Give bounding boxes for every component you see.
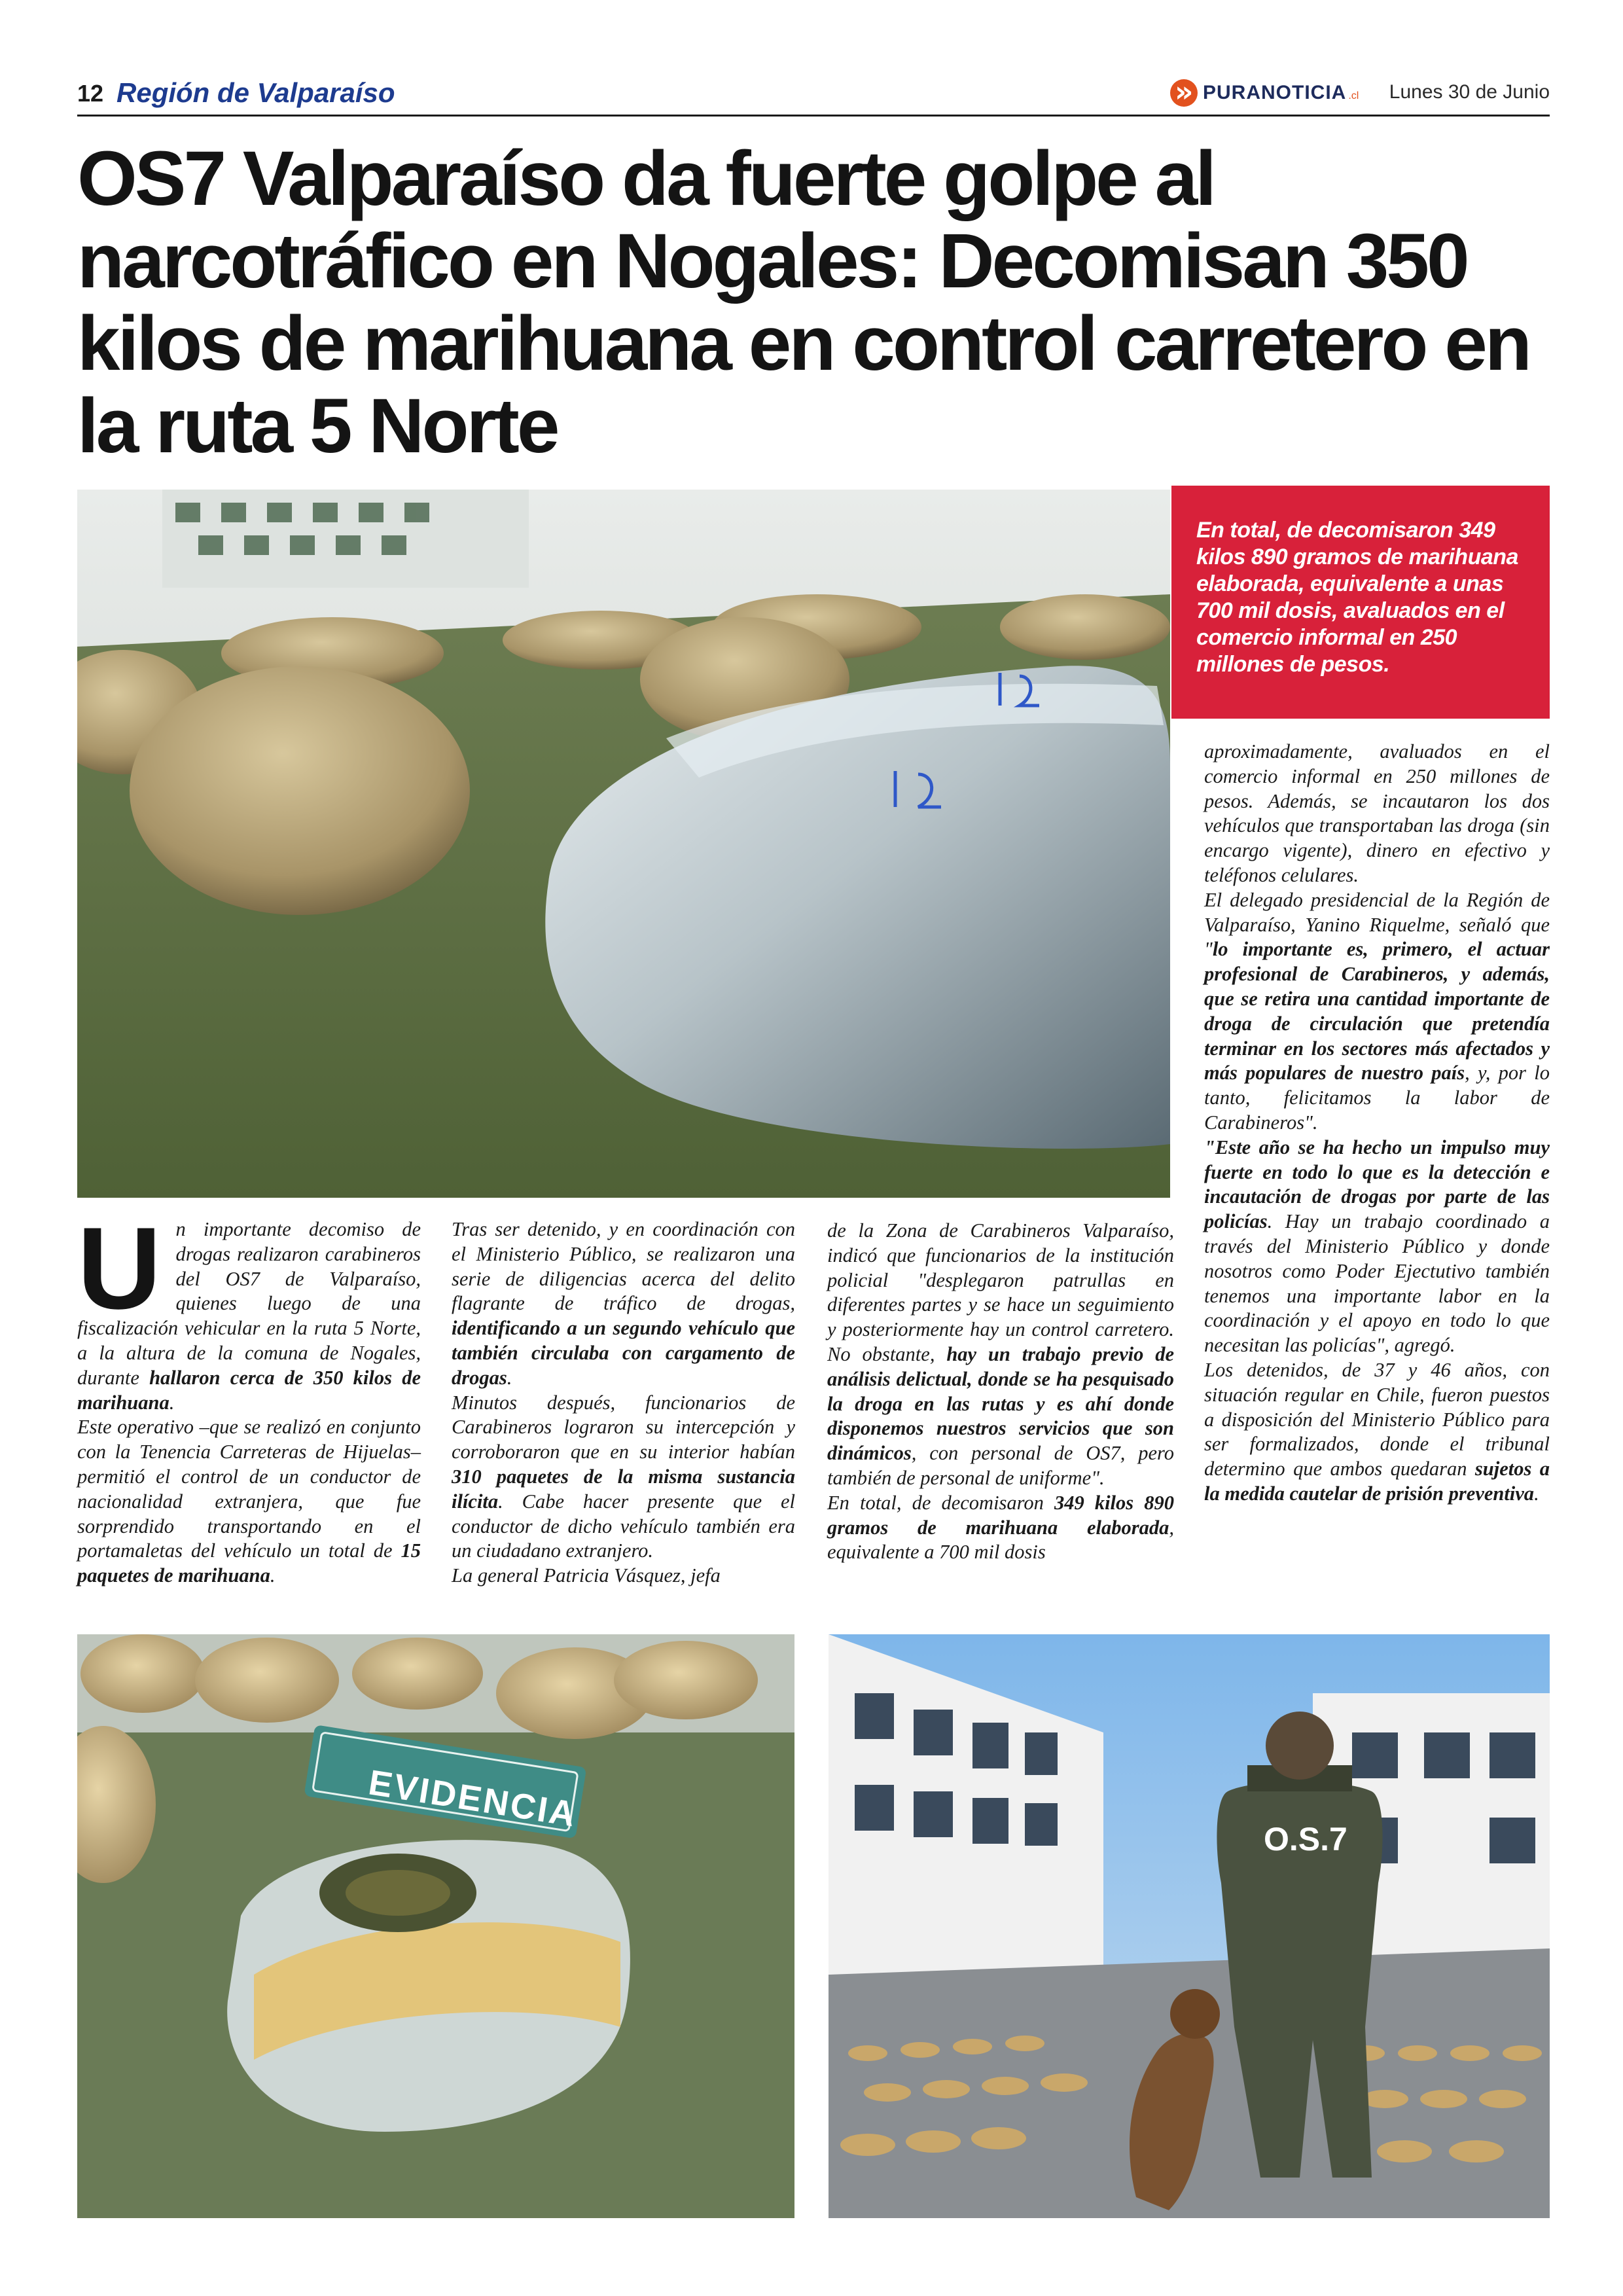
evidence-sign-label: EVIDENCIA [366,1763,580,1835]
section-title: Región de Valparaíso [116,77,395,108]
article-column-1 [77,1203,421,1588]
brand-arrows-icon [1170,79,1198,107]
bold-phrase: "Este año se ha hecho un impulso muy fuerte en todo lo que es la detección e incautación de drogas por parte de las policías [1204,1136,1550,1233]
article-text-col-1: n importante decomiso de drogas realizaron carabineros del OS7 de Valparaíso, quienes luego de una fiscalización vehicular en la ruta 5 Norte, a la altura de la comuna de Nogales, durante hallaron cerca de 350 kilos de marihuana. Este operativo –que se realizó en conjunto con la Tenencia Carreteras de Hijuelas– permitió el control de un conductor de nacionalidad extranjera, que fue sorprendido transportando en el portamaletas del vehículo un total de 15 paquetes de marihuana. [77,1218,421,1587]
officer-back-label: O.S.7 [1264,1821,1347,1857]
bold-phrase: hallaron cerca de 350 kilos de marihuana [77,1366,421,1414]
pull-quote-text: En total, de decomisaron 349 kilos 890 gramos de marihuana elaborada, equivalente a unas 700 mil dosis, avaluados en el comercio informal en 250 millones de pesos. [1196,518,1518,677]
bold-phrase: identificando a un segundo vehículo que también circulaba con cargamento de drogas [452,1317,795,1389]
bold-phrase: 349 kilos 890 gramos de marihuana elaborada [827,1491,1174,1539]
main-photo-drug-packages [77,490,1170,1198]
headline: OS7 Valparaíso da fuerte golpe al narcotráfico en Nogales: Decomisan 350 kilos de marihuana en control carretero en la ruta 5 Norte [77,135,1529,469]
evidence-package-photo [77,1634,794,2218]
drop-cap: U [77,1203,162,1333]
article-text-col-2: Tras ser detenido, y en coordinación con el Ministerio Público, se realizaron una serie de diligencias acerca del delito flagrante de tráfico de drogas, identificando a un segundo vehículo que también circulaba con cargamento de drogas. Minutos después, funcionarios de Carabineros lograron su intercepción y corroboraron que en su interior habían 310 paquetes de la misma sustancia ilícita. Cabe hacer presente que el conductor de dicho vehículo también era un ciudadano extranjero. La general Patricia Vásquez, jefa [452,1218,795,1587]
page-header [77,73,1550,117]
brand-suffix: .cl [1348,90,1359,101]
article-column-3 [827,1219,1174,1565]
bold-phrase: hay un trabajo previo de análisis delictual, donde se ha pesquisado la droga en las rutas y es ahí donde disponemos nuestros servicios que son dinámicos [827,1342,1174,1465]
bold-phrase: lo importante es, primero, el actuar profesional de Carabineros, y además, que se retira una cantidad importante de droga de circulación que pretendía terminar en los sectores más afectados y más populares de nuestro país [1204,938,1550,1085]
article-text-col-3: de la Zona de Carabineros Valparaíso, indicó que funcionarios de la institución policial "desplegaron patrullas en diferentes partes y se hace un seguimiento y posteriormente hay un control carretero. No obstante, hay un trabajo previo de análisis delictual, donde se ha pesquisado la droga en las rutas y es ahí donde disponemos nuestros servicios que son dinámicos, con personal de OS7, pero también de personal de uniforme". En total, de decomisaron 349 kilos 890 gramos de marihuana elaborada, equivalente a 700 mil dosis [827,1219,1174,1564]
os7-officer-dog-photo [829,1634,1550,2218]
bold-phrase: 15 paquetes de marihuana [77,1539,421,1587]
pull-quote-box [1171,486,1550,719]
brand-logo [1170,79,1359,107]
page-number: 12 [77,80,104,107]
article-column-2 [452,1217,795,1588]
brand-name: PURANOTICIA [1203,82,1347,103]
article-text-col-4: aproximadamente, avaluados en el comercio informal en 250 millones de pesos. Además, se incautaron los dos vehículos que transportaban las droga (sin encargo vigente), dinero en efectivo y teléfonos celulares. El delegado presidencial de la Región de Valparaíso, Yanino Riquelme, señaló que "lo importante es, primero, el actuar profesional de Carabineros, y además, que se retira una cantidad importante de droga de circulación que pretendía terminar en los sectores más afectados y más populares de nuestro país, y, por lo tanto, felicitamos la labor de Carabineros". "Este año se ha hecho un impulso muy fuerte en todo lo que es la detección e incautación de drogas por parte de las policías. Hay un trabajo coordinado a través del Ministerio Público y donde nosotros como Poder Ejectutivo también tenemos una importante labor en la coordinación y el apoyo en todo lo que necesitan las policías", agregó. Los detenidos, de 37 y 46 años, con situación regular en Chile, fueron puestos a disposición del Ministerio Público para ser formalizados, donde el tribunal determino que ambos quedaran sujetos a la medida cautelar de prisión preventiva. [1204,740,1550,1505]
bold-phrase: sujetos a la medida cautelar de prisión preventiva [1204,1458,1550,1505]
issue-date: Lunes 30 de Junio [1389,81,1550,103]
article-column-4 [1204,740,1550,1507]
bold-phrase: 310 paquetes de la misma sustancia ilícita [452,1465,795,1513]
